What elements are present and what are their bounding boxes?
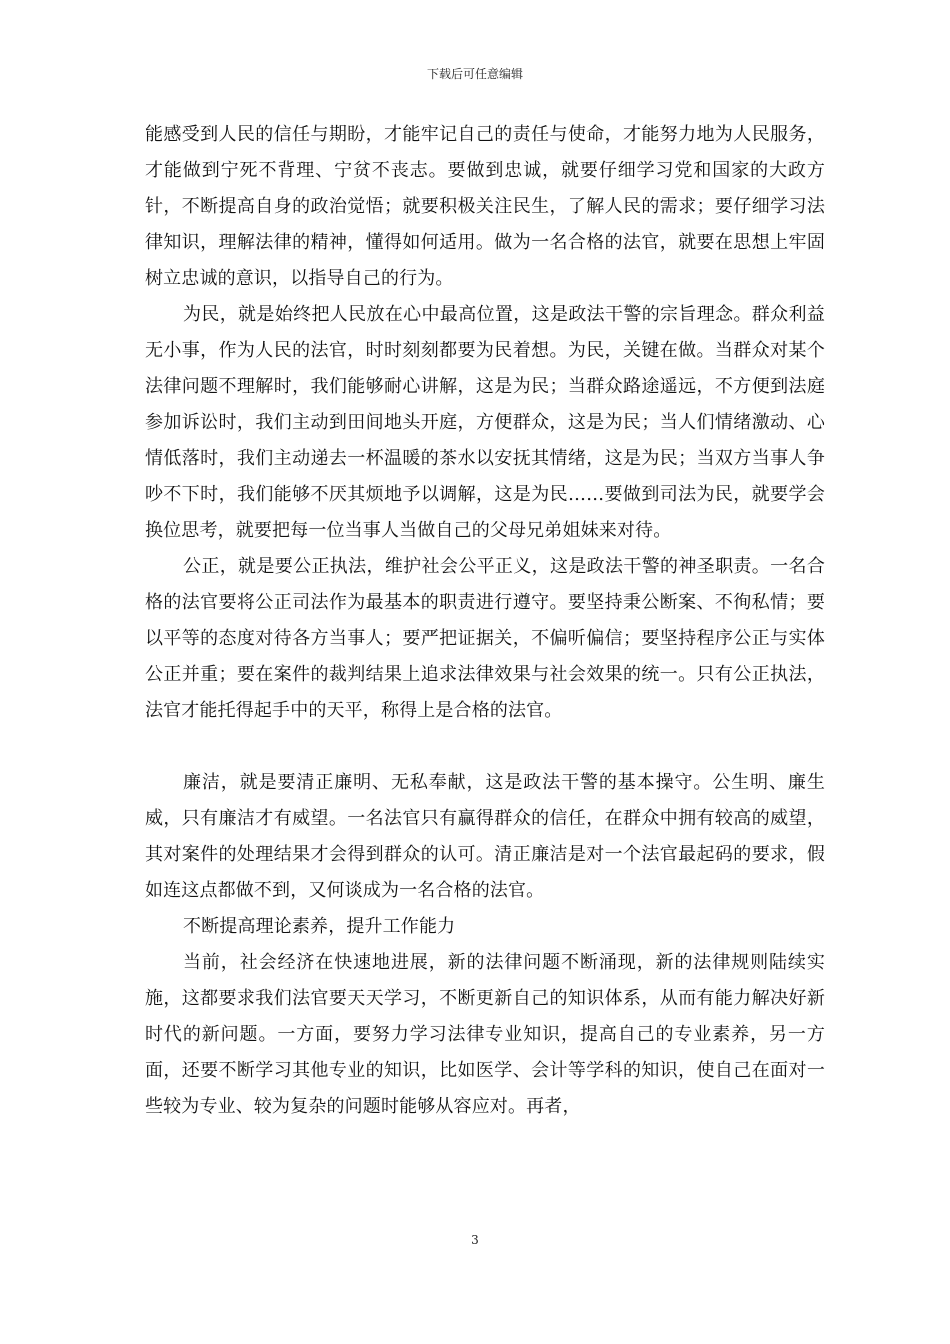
page-number: 3 (471, 1233, 479, 1247)
paragraph-learning: 当前，社会经济在快速地进展，新的法律问题不断涌现，新的法律规则陆续实施，这都要求我们法官要天天学习，不断更新自己的知识体系，从而有能力解决好新时代的新问题。一方面，要努力学习法律专业知识，提高自己的专业素养，另一方面，还要不断学习其他专业的知识，比如医学、会计等学科的知识，使自己在面对一些较为专业、较为复杂的问题时能够从容应对。再者， (145, 952, 825, 1117)
document-body (145, 117, 825, 1125)
paragraph-spacer (145, 729, 825, 765)
paragraph-fairness: 公正，就是要公正执法，维护社会公平正义，这是政法干警的神圣职责。一名合格的法官要将公正司法作为最基本的职责进行遵守。要坚持秉公断案、不徇私情；要以平等的态度对待各方当事人；要严把证据关，不偏听偏信；要坚持程序公正与实体公正并重；要在案件的裁判结果上追求法律效果与社会效果的统一。只有公正执法，法官才能托得起手中的天平，称得上是合格的法官。 (145, 556, 825, 721)
paragraph-loyalty-continued: 能感受到人民的信任与期盼，才能牢记自己的责任与使命，才能努力地为人民服务，才能做到宁死不背理、宁贫不丧志。要做到忠诚，就要仔细学习党和国家的大政方针，不断提高自身的政治觉悟；就要积极关注民生，了解人民的需求；要仔细学习法律知识，理解法律的精神，懂得如何适用。做为一名合格的法官，就要在思想上牢固树立忠诚的意识，以指导自己的行为。 (145, 124, 825, 289)
page-header: 下载后可任意编辑 (426, 67, 523, 81)
paragraph-integrity: 廉洁，就是要清正廉明、无私奉献，这是政法干警的基本操守。公生明、廉生威，只有廉洁才有威望。一名法官只有赢得群众的信任，在群众中拥有较高的威望，其对案件的处理结果才会得到群众的认可。清正廉洁是对一个法官最起码的要求，假如连这点都做不到，又何谈成为一名合格的法官。 (145, 772, 825, 901)
section-heading: 不断提高理论素养，提升工作能力 (183, 916, 456, 937)
paragraph-serving-people: 为民，就是始终把人民放在心中最高位置，这是政法干警的宗旨理念。群众利益无小事，作为人民的法官，时时刻刻都要为民着想。为民，关键在做。当群众对某个法律问题不理解时，我们能够耐心讲解，这是为民；当群众路途遥远，不方便到法庭参加诉讼时，我们主动到田间地头开庭，方便群众，这是为民；当人们情绪激动、心情低落时，我们主动递去一杯温暖的茶水以安抚其情绪，这是为民；当双方当事人争吵不下时，我们能够不厌其烦地予以调解，这是为民……要做到司法为民，就要学会换位思考，就要把每一位当事人当做自己的父母兄弟姐妹来对待。 (145, 304, 825, 541)
